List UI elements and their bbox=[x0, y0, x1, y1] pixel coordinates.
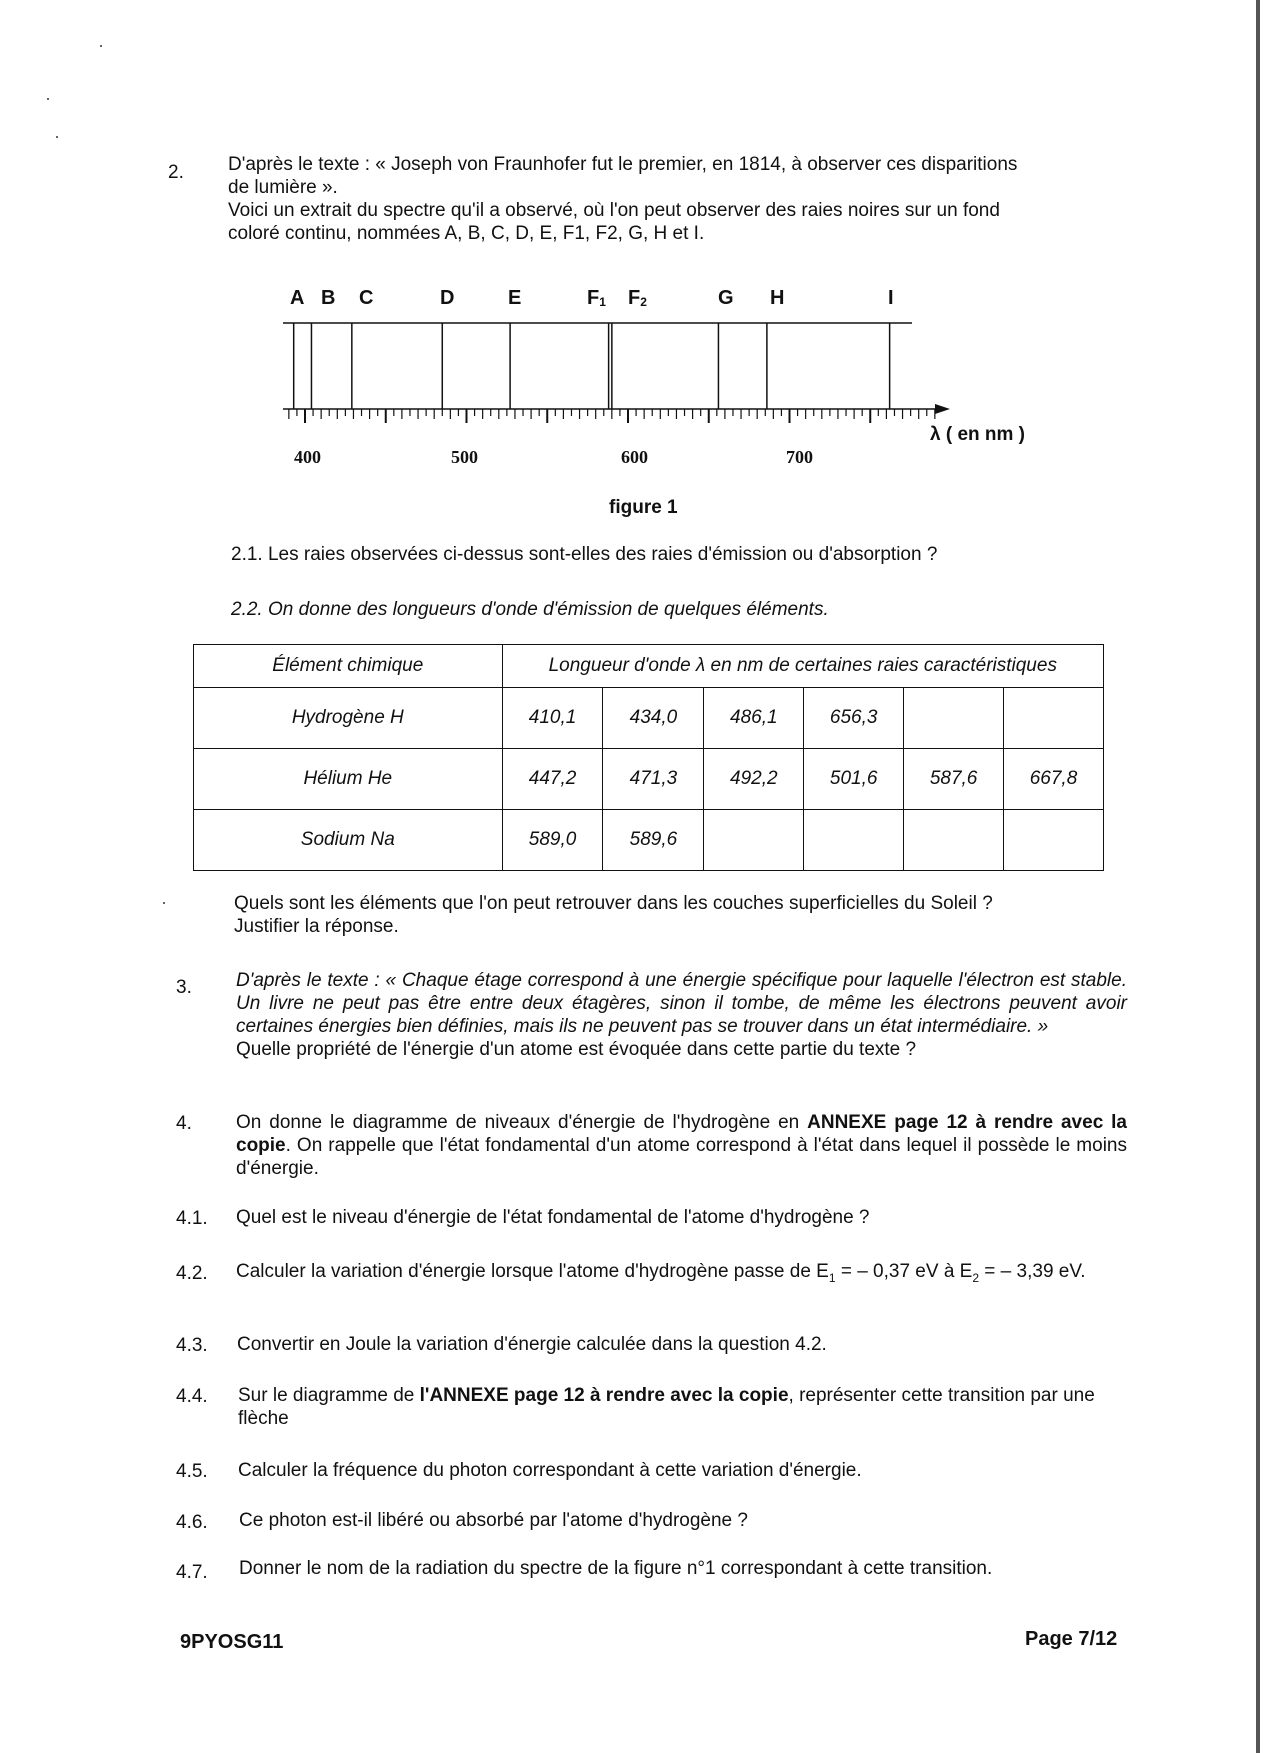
question-4-5: Calculer la fréquence du photon correspondant à cette variation d'énergie. bbox=[238, 1460, 862, 1481]
text-line: Voici un extrait du spectre qu'il a observé, où l'on peut observer des raies noires sur un fond bbox=[228, 200, 1000, 221]
question-number: 2. bbox=[168, 162, 184, 183]
line-label-f1: F1 bbox=[587, 287, 606, 309]
question-3-quote: D'après le texte : « Chaque étage correspond à une énergie spécifique pour laquelle l'électron est stable. Un livre ne peut pas être entre deux étagères, sinon il tombe, de même les électrons peuvent avoir certaines énergies bien définies, mais ils ne peuvent pas se trouver dans un état intermédiaire. » bbox=[236, 970, 1127, 1037]
text-line: de lumière ». bbox=[228, 177, 338, 198]
question-4-7: Donner le nom de la radiation du spectre de la figure n°1 correspondant à cette transition. bbox=[239, 1558, 993, 1579]
question-number: 4.5. bbox=[176, 1461, 208, 1482]
table-row bbox=[194, 810, 1104, 871]
document-code: 9PYOSG11 bbox=[180, 1631, 284, 1653]
question-number: 4.6. bbox=[176, 1512, 208, 1533]
table-header-row bbox=[194, 645, 1104, 688]
value-cell bbox=[1004, 810, 1104, 871]
emission-table bbox=[193, 644, 1104, 871]
value-cell: 589,6 bbox=[603, 810, 704, 871]
question-2-1: 2.1. Les raies observées ci-dessus sont-elles des raies d'émission ou d'absorption ? bbox=[231, 544, 938, 565]
line-label-b: B bbox=[321, 287, 336, 309]
tick-label-600: 600 bbox=[621, 447, 648, 467]
question-4-3: Convertir en Joule la variation d'énergie calculée dans la question 4.2. bbox=[237, 1334, 827, 1355]
question-3 bbox=[236, 969, 1127, 1061]
line-label-e: E bbox=[508, 287, 522, 309]
value-cell bbox=[704, 810, 804, 871]
tick-label-500: 500 bbox=[451, 447, 478, 467]
line-label-g: G bbox=[718, 287, 734, 309]
annexe-reference: l'ANNEXE page 12 à rendre avec la copie bbox=[419, 1385, 789, 1406]
question-number: 3. bbox=[176, 977, 192, 998]
spectrum-figure bbox=[0, 0, 1275, 520]
question-number: 4.7. bbox=[176, 1562, 208, 1583]
value-cell: 501,6 bbox=[804, 749, 904, 810]
tick-label-700: 700 bbox=[786, 447, 813, 467]
question-3-text: Quelle propriété de l'énergie d'un atome est évoquée dans cette partie du texte ? bbox=[236, 1039, 917, 1060]
question-2-2-followup bbox=[234, 892, 1114, 938]
tick-label-400: 400 bbox=[294, 447, 321, 467]
line-label-a: A bbox=[290, 287, 305, 309]
scan-speck bbox=[163, 902, 165, 904]
question-number: 4.1. bbox=[176, 1208, 208, 1229]
line-label-c: C bbox=[359, 287, 374, 309]
header-element: Élément chimique bbox=[194, 645, 503, 688]
question-4-1: Quel est le niveau d'énergie de l'état fondamental de l'atome d'hydrogène ? bbox=[236, 1207, 870, 1228]
question-number: 4.3. bbox=[176, 1335, 208, 1356]
value-cell: 434,0 bbox=[603, 688, 704, 749]
element-cell: Sodium Na bbox=[194, 810, 503, 871]
question-4: On donne le diagramme de niveaux d'énergie de l'hydrogène en ANNEXE page 12 à rendre avec la copie. On rappelle que l'état fondamental d'un atome correspond à l'état dans lequel il possède le moins d'énergie. bbox=[236, 1112, 1127, 1179]
annexe-reference: ANNEXE page 12 à rendre avec la copie bbox=[236, 1112, 1127, 1156]
line-label-i: I bbox=[888, 287, 894, 309]
question-2-2: 2.2. On donne des longueurs d'onde d'émission de quelques éléments. bbox=[231, 599, 829, 620]
value-cell: 447,2 bbox=[502, 749, 603, 810]
text-line: Quels sont les éléments que l'on peut retrouver dans les couches superficielles du Soleil ? bbox=[234, 893, 993, 914]
question-4-4: Sur le diagramme de l'ANNEXE page 12 à rendre avec la copie, représenter cette transition par une flèche bbox=[238, 1385, 1095, 1429]
value-cell: 667,8 bbox=[1004, 749, 1104, 810]
value-cell: 492,2 bbox=[704, 749, 804, 810]
line-label-d: D bbox=[440, 287, 455, 309]
axis-label: λ ( en nm ) bbox=[930, 424, 1026, 445]
value-cell: 589,0 bbox=[502, 810, 603, 871]
line-label-f2: F2 bbox=[628, 287, 647, 309]
axis-arrow-icon bbox=[935, 404, 950, 414]
value-cell bbox=[904, 810, 1004, 871]
element-cell: Hydrogène H bbox=[194, 688, 503, 749]
table-row bbox=[194, 688, 1104, 749]
value-cell: 410,1 bbox=[502, 688, 603, 749]
text-line: coloré continu, nommées A, B, C, D, E, F1, F2, G, H et I. bbox=[228, 223, 705, 244]
header-wavelength: Longueur d'onde λ en nm de certaines raies caractéristiques bbox=[502, 645, 1103, 688]
question-number: 4. bbox=[176, 1113, 192, 1134]
element-cell: Hélium He bbox=[194, 749, 503, 810]
value-cell bbox=[804, 810, 904, 871]
figure-caption: figure 1 bbox=[609, 497, 678, 518]
value-cell: 486,1 bbox=[704, 688, 804, 749]
value-cell: 656,3 bbox=[804, 688, 904, 749]
value-cell: 471,3 bbox=[603, 749, 704, 810]
text-line: Justifier la réponse. bbox=[234, 916, 399, 937]
question-number: 4.2. bbox=[176, 1263, 208, 1284]
table-row bbox=[194, 749, 1104, 810]
text-line: D'après le texte : « Joseph von Fraunhofer fut le premier, en 1814, à observer ces disparitions bbox=[228, 154, 1018, 175]
question-4-2: Calculer la variation d'énergie lorsque l'atome d'hydrogène passe de $E_1$ = – 0,37 eV à $E_2$ = – 3,39 eV. bbox=[236, 1261, 1086, 1285]
value-cell bbox=[904, 688, 1004, 749]
value-cell: 587,6 bbox=[904, 749, 1004, 810]
question-number: 4.4. bbox=[176, 1386, 208, 1407]
page-number: Page 7/12 bbox=[1025, 1628, 1118, 1650]
line-label-h: H bbox=[770, 287, 785, 309]
question-4-6: Ce photon est-il libéré ou absorbé par l'atome d'hydrogène ? bbox=[239, 1510, 748, 1531]
value-cell bbox=[1004, 688, 1104, 749]
